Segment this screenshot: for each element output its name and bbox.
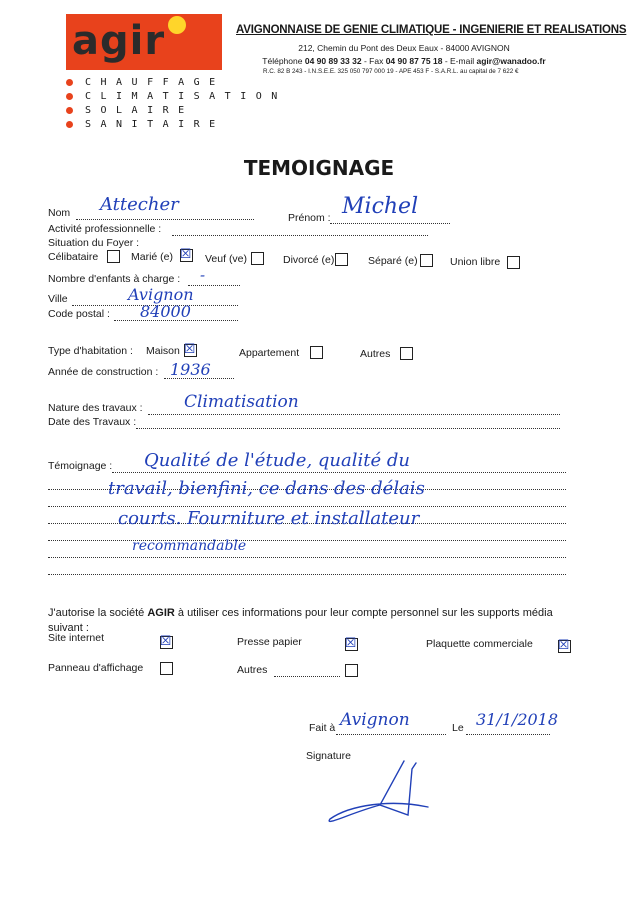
temoignage-text-line[interactable]: recommandable: [132, 538, 247, 554]
page-title: TEMOIGNAGE: [243, 156, 395, 180]
check-mark-icon: ☒: [344, 635, 357, 650]
media-option-label: Presse papier: [237, 636, 302, 648]
habitation-label: Type d'habitation :: [48, 345, 133, 357]
service-item: CLIMATISATION: [66, 89, 287, 103]
check-mark-icon: ☒: [183, 341, 196, 356]
habitation-option-label: Autres: [360, 348, 391, 360]
temoignage-text-line[interactable]: Qualité de l'étude, qualité du: [144, 450, 410, 471]
company-name: AVIGNONNAISE DE GENIE CLIMATIQUE - INGENIERIE ET REALISATIONS: [236, 24, 627, 36]
appartement-checkbox[interactable]: [310, 346, 323, 359]
celibataire-checkbox[interactable]: [107, 250, 120, 263]
enfants-label: Nombre d'enfants à charge :: [48, 273, 181, 285]
date-travaux-field[interactable]: [136, 428, 560, 429]
habitation-option-label: Appartement: [239, 347, 300, 359]
code-postal-label: Code postal :: [48, 308, 110, 320]
service-item: CHAUFFAGE: [66, 75, 287, 89]
temoignage-line: [112, 472, 566, 473]
nature-field[interactable]: Climatisation: [184, 392, 299, 412]
temoignage-line: [48, 540, 566, 541]
fait-label: Fait à: [309, 722, 336, 734]
prenom-field[interactable]: Michel: [342, 194, 419, 219]
temoignage-text-line[interactable]: travail, bienfini, ce dans des délais: [108, 478, 425, 499]
le-label: Le: [452, 722, 464, 734]
veuf-checkbox[interactable]: [251, 252, 264, 265]
services-list: [66, 75, 287, 131]
temoignage-text-line[interactable]: courts. Fourniture et installateur: [118, 508, 420, 529]
check-mark-icon: ☒: [179, 246, 192, 261]
habitation-option-label: Maison: [146, 345, 180, 357]
nature-label: Nature des travaux :: [48, 402, 143, 414]
nom-field[interactable]: Attecher: [100, 194, 179, 215]
activite-field[interactable]: [172, 235, 428, 236]
service-item: SANITAIRE: [66, 117, 287, 131]
panneau-checkbox[interactable]: [160, 662, 173, 675]
annee-field[interactable]: 1936: [170, 360, 211, 379]
temoignage-line: [48, 506, 566, 507]
check-mark-icon: ☒: [159, 633, 172, 648]
nom-line: [76, 219, 254, 220]
situation-option-label: Veuf (ve): [205, 253, 248, 265]
enfants-field[interactable]: -: [200, 266, 206, 284]
bullet-icon: [66, 107, 73, 114]
fait-line: [336, 734, 446, 735]
temoignage-line: [48, 557, 566, 558]
ville-field[interactable]: Avignon: [128, 285, 194, 304]
service-item: SOLAIRE: [66, 103, 287, 117]
media-option-label: Plaquette commerciale: [426, 638, 533, 650]
ville-label: Ville: [48, 293, 68, 305]
media-option-label: Autres: [237, 664, 268, 676]
signature-label: Signature: [306, 750, 351, 762]
media-option-label: Site internet: [48, 632, 105, 644]
bullet-icon: [66, 93, 73, 100]
union-libre-checkbox[interactable]: [507, 256, 520, 269]
logo-text: agir: [72, 18, 166, 64]
annee-label: Année de construction :: [48, 366, 159, 378]
separe-checkbox[interactable]: [420, 254, 433, 267]
le-field[interactable]: 31/1/2018: [476, 710, 559, 729]
le-line: [466, 734, 550, 735]
company-legal: R.C. 82 B 243 - I.N.S.E.E. 325 050 797 000 19 - APE 453 F - S.A.R.L. au capital de 7 622 €: [263, 68, 519, 75]
autres-media-checkbox[interactable]: [345, 664, 358, 677]
company-contact: Téléphone 04 90 89 33 32 - Fax 04 90 87 75 18 - E-mail agir@wanadoo.fr: [262, 56, 546, 66]
code-postal-field[interactable]: 84000: [140, 302, 191, 321]
bullet-icon: [66, 121, 73, 128]
prenom-label: Prénom :: [288, 212, 331, 224]
situation-option-label: Séparé (e): [368, 255, 418, 267]
signature-image: [320, 755, 430, 825]
nom-label: Nom: [48, 207, 71, 219]
situation-option-label: Divorcé (e): [283, 254, 335, 266]
autres-habitation-checkbox[interactable]: [400, 347, 413, 360]
divorce-checkbox[interactable]: [335, 253, 348, 266]
situation-option-label: Célibataire: [48, 251, 99, 263]
nature-line: [148, 414, 560, 415]
autres-media-line: [274, 676, 340, 677]
prenom-line: [330, 223, 450, 224]
situation-option-label: Marié (e): [131, 251, 174, 263]
logo-dot: [168, 16, 186, 34]
temoignage-line: [48, 574, 566, 575]
situation-label: Situation du Foyer :: [48, 237, 140, 249]
enfants-line: [188, 285, 240, 286]
check-mark-icon: ☒: [557, 637, 570, 652]
situation-option-label: Union libre: [450, 256, 501, 268]
temoignage-label: Témoignage :: [48, 460, 113, 472]
fait-field[interactable]: Avignon: [340, 710, 410, 730]
authorisation-text: J'autorise la société AGIR à utiliser ces informations pour leur compte personnel sur les supports média suivant :: [48, 607, 553, 634]
activite-label: Activité professionnelle :: [48, 223, 162, 235]
bullet-icon: [66, 79, 73, 86]
company-address: 212, Chemin du Pont des Deux Eaux - 84000 AVIGNON: [298, 43, 510, 53]
media-option-label: Panneau d'affichage: [48, 662, 144, 674]
date-travaux-label: Date des Travaux :: [48, 416, 137, 428]
